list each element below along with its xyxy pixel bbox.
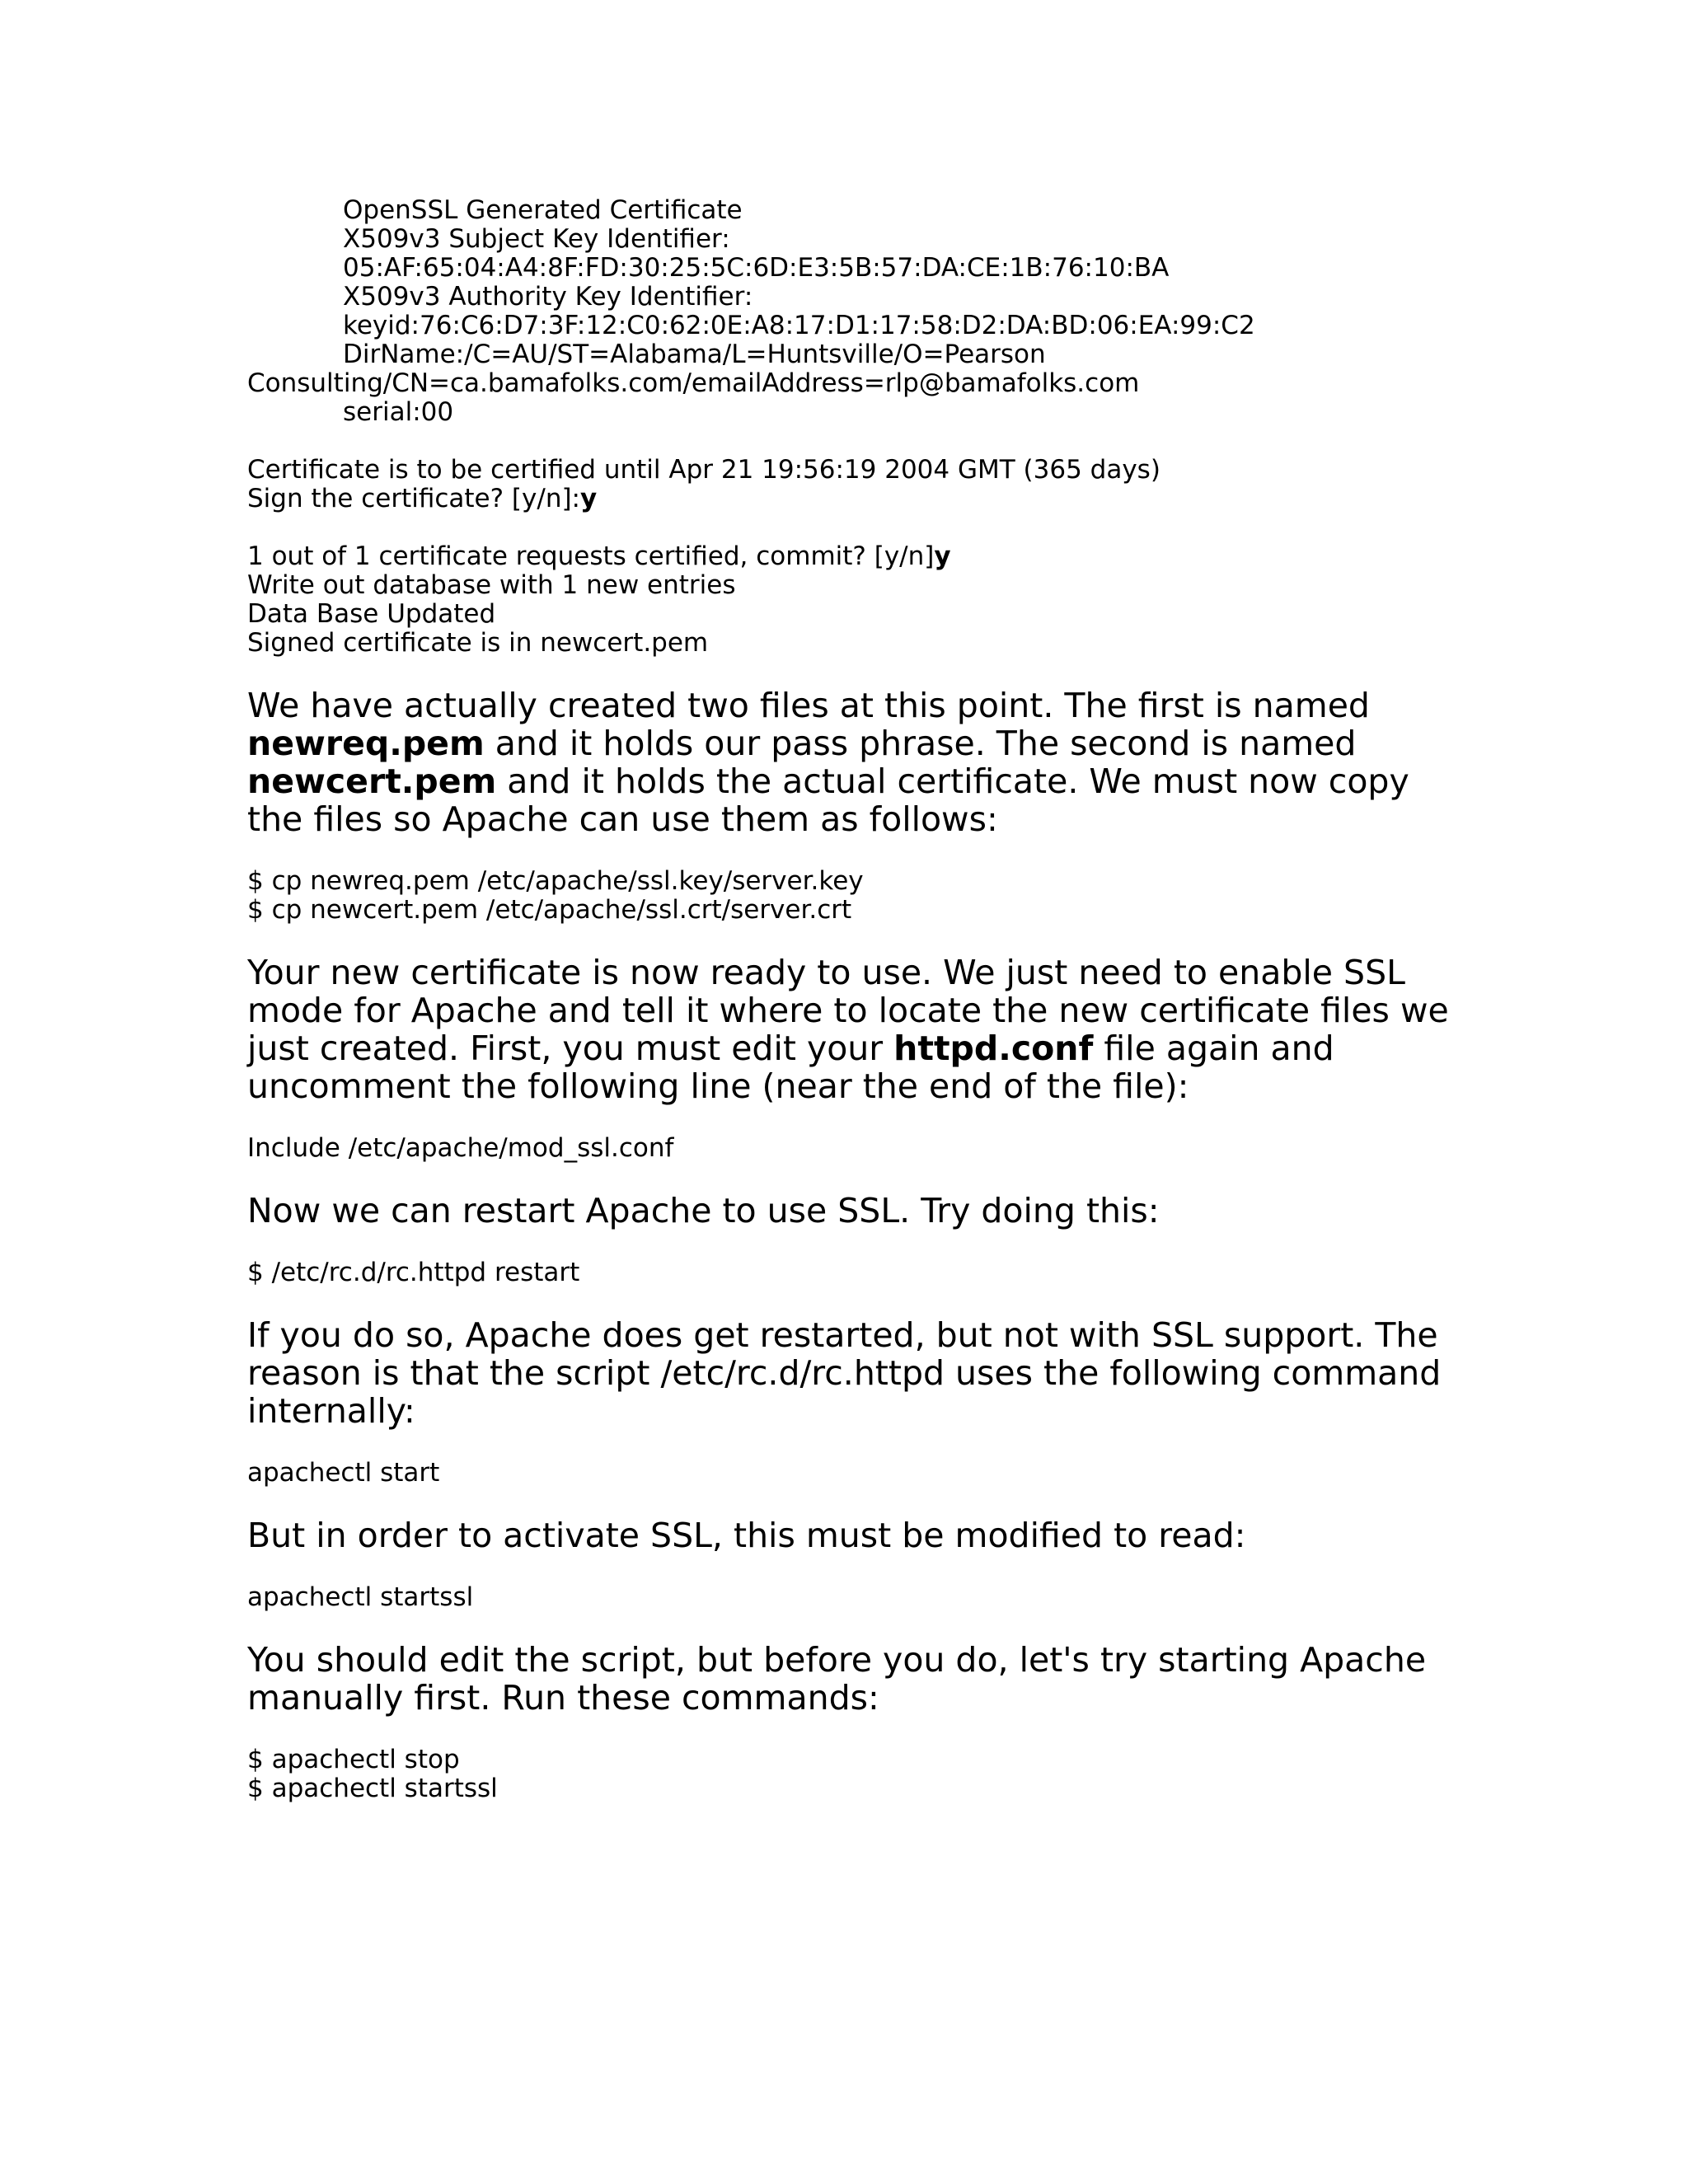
cert-line: DirName:/C=AU/ST=Alabama/L=Huntsville/O=Pearson — [343, 340, 1046, 369]
cp-command: $ cp newreq.pem /etc/apache/ssl.key/server.key — [247, 866, 864, 896]
cert-line-wrap: Consulting/CN=ca.bamafolks.com/emailAddress=rlp@bamafolks.com — [247, 368, 1140, 398]
sign-answer: y — [580, 484, 598, 513]
certificate-output — [247, 196, 1451, 658]
paragraph-restart: Now we can restart Apache to use SSL. Try doing this: — [247, 1191, 1160, 1230]
commit-answer: y — [934, 541, 951, 571]
sign-prompt-text: Sign the certificate? [y/n]: — [247, 484, 580, 513]
paragraph-no-ssl: If you do so, Apache does get restarted, but not with SSL support. The reason is that the script /etc/rc.d/rc.httpd uses the following command internally: — [247, 1315, 1442, 1431]
para1-text-1: We have actually created two files at this point. The first is named — [247, 686, 1370, 725]
cert-line: X509v3 Subject Key Identifier: — [343, 224, 730, 254]
paragraph-edit-script: You should edit the script, but before you do, let's try starting Apache manually first. Run these commands: — [247, 1640, 1427, 1718]
httpd-conf-filename: httpd.conf — [893, 1029, 1094, 1068]
paragraph-activate-ssl: But in order to activate SSL, this must be modified to read: — [247, 1516, 1246, 1555]
restart-command: $ /etc/rc.d/rc.httpd restart — [247, 1258, 580, 1287]
cert-line: X509v3 Authority Key Identifier: — [343, 282, 753, 312]
paragraph-enable-ssl — [247, 954, 1451, 1105]
commit-prompt-text: 1 out of 1 certificate requests certified, commit? [y/n] — [247, 541, 935, 571]
cert-line: keyid:76:C6:D7:3F:12:C0:62:0E:A8:17:D1:17:58:D2:DA:BD:06:EA:99:C2 — [343, 311, 1255, 340]
final-command: $ apachectl startssl — [247, 1774, 498, 1803]
certified-until: Certificate is to be certified until Apr 21 19:56:19 2004 GMT (365 days) — [247, 455, 1160, 485]
para2-text-1: Your new certificate is now ready to use. We just need to enable SSL mode for Apache and tell it where to locate the new certificate files we just created. First, you must edit your — [247, 953, 1449, 1068]
final-command: $ apachectl stop — [247, 1745, 460, 1774]
apachectl-start-line: apachectl start — [247, 1458, 440, 1488]
newcert-filename: newcert.pem — [247, 762, 497, 801]
cert-line: 05:AF:65:04:A4:8F:FD:30:25:5C:6D:E3:5B:57:DA:CE:1B:76:10:BA — [343, 253, 1170, 283]
include-line: Include /etc/apache/mod_ssl.conf — [247, 1133, 674, 1163]
write-out-line: Write out database with 1 new entries — [247, 570, 736, 600]
paragraph-files-created — [247, 687, 1451, 838]
para1-text-3: and it holds the actual certificate. We must now copy the files so Apache can use them as follows: — [247, 762, 1409, 839]
signed-in-line: Signed certificate is in newcert.pem — [247, 628, 709, 658]
db-updated-line: Data Base Updated — [247, 599, 496, 629]
apachectl-startssl-line: apachectl startssl — [247, 1582, 474, 1612]
cp-command: $ cp newcert.pem /etc/apache/ssl.crt/server.crt — [247, 895, 852, 925]
cert-line: OpenSSL Generated Certificate — [343, 195, 743, 225]
document-page — [247, 196, 1451, 1803]
cert-serial: serial:00 — [343, 397, 454, 427]
para1-text-2: and it holds our pass phrase. The second is named — [484, 724, 1357, 763]
commit-prompt — [247, 542, 1451, 571]
sign-prompt — [247, 485, 1451, 513]
para2-text-2: file again and uncomment the following line (near the end of the file): — [247, 1029, 1334, 1106]
newreq-filename: newreq.pem — [247, 724, 485, 763]
